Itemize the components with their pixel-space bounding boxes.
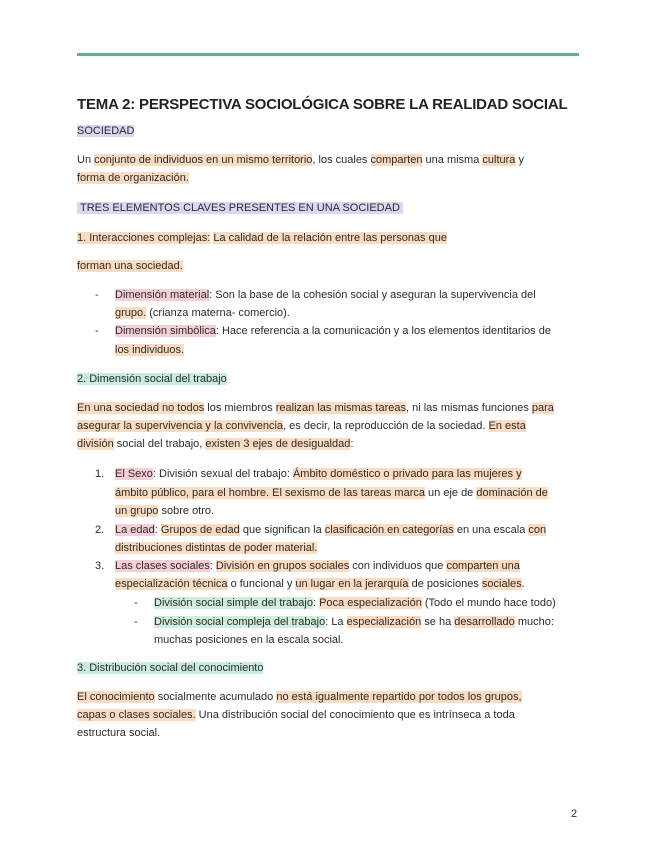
trabajo-para-line-1: En una sociedad no todos los miembros realizan las mismas tareas, ni las mismas funciones para bbox=[77, 402, 554, 414]
list-number-3: 3. bbox=[95, 560, 105, 572]
trabajo-para-line-3: división social del trabajo, existen 3 ejes de desigualdad: bbox=[77, 438, 354, 450]
interacciones-line-1: 1. Interacciones complejas: La calidad de la relación entre las personas que bbox=[77, 232, 447, 244]
conocimiento-line-1: El conocimiento socialmente acumulado no está igualmente repartido por todos los grupos, bbox=[77, 691, 522, 703]
eje-clases-line-2: especialización técnica o funcional y un lugar en la jerarquía de posiciones sociales. bbox=[115, 578, 525, 590]
eje-edad-line-2: distribuciones distintas de poder material. bbox=[115, 542, 318, 554]
bullet-dimension-simbolica-1: Dimensión simbólica: Hace referencia a la comunicación y a los elementos identitarios de bbox=[115, 325, 551, 337]
sub-bullet-dash: - bbox=[134, 597, 138, 609]
heading-text: TRES ELEMENTOS CLAVES PRESENTES EN UNA SOCIEDAD bbox=[77, 202, 403, 214]
section-heading-conocimiento bbox=[77, 661, 263, 675]
eje-edad-line-1: La edad: Grupos de edad que significan la clasificación en categorías en una escala con bbox=[115, 524, 547, 536]
page-title: TEMA 2: PERSPECTIVA SOCIOLÓGICA SOBRE LA REALIDAD SOCIAL bbox=[77, 96, 568, 113]
section-heading-tres-elementos bbox=[77, 201, 403, 215]
interacciones-line-2: forman una sociedad. bbox=[77, 260, 183, 272]
sociedad-line-2: forma de organización. bbox=[77, 172, 189, 184]
eje-sexo-line-2: ámbito público, para el hombre. El sexismo de las tareas marca un eje de dominación de bbox=[115, 487, 548, 499]
page-number: 2 bbox=[571, 808, 578, 820]
eje-clases-line-1: Las clases sociales: División en grupos sociales con individuos que comparten una bbox=[115, 560, 520, 572]
top-rule bbox=[77, 53, 579, 56]
bullet-dimension-material-2: grupo. (crianza materna- comercio). bbox=[115, 307, 290, 319]
eje-sexo-line-3: un grupo sobre otro. bbox=[115, 505, 215, 517]
heading-text: SOCIEDAD bbox=[77, 125, 135, 137]
bullet-dash: - bbox=[95, 325, 99, 337]
list-number-1: 1. bbox=[95, 468, 105, 480]
section-heading-trabajo bbox=[77, 372, 227, 386]
sub-bullet-dash: - bbox=[134, 616, 138, 628]
conocimiento-line-2: capas o clases sociales. Una distribución social del conocimiento que es intrínseca a toda bbox=[77, 709, 515, 721]
sociedad-line-1: Un conjunto de individuos en un mismo territorio, los cuales comparten una misma cultura y bbox=[77, 154, 524, 166]
section-heading-sociedad bbox=[77, 124, 134, 138]
bullet-dimension-material-1: Dimensión material: Son la base de la cohesión social y aseguran la supervivencia del bbox=[115, 289, 536, 301]
division-simple-line: División social simple del trabajo: Poca especialización (Todo el mundo hace todo) bbox=[154, 597, 556, 609]
eje-sexo-line-1: El Sexo: División sexual del trabajo: Ámbito doméstico o privado para las mujeres y bbox=[115, 468, 522, 480]
bullet-dash: - bbox=[95, 289, 99, 301]
bullet-dimension-simbolica-2: los individuos. bbox=[115, 344, 185, 356]
conocimiento-line-3: estructura social. bbox=[77, 727, 161, 739]
trabajo-para-line-2: asegurar la supervivencia y la convivencia, es decir, la reproducción de la sociedad. En esta bbox=[77, 420, 526, 432]
division-compleja-line-1: División social compleja del trabajo: La especialización se ha desarrollado mucho: bbox=[154, 616, 554, 628]
heading-text: 3. Distribución social del conocimiento bbox=[77, 662, 264, 674]
division-compleja-line-2: muchas posiciones en la escala social. bbox=[154, 634, 344, 646]
heading-text: 2. Dimensión social del trabajo bbox=[77, 373, 227, 385]
list-number-2: 2. bbox=[95, 524, 105, 536]
